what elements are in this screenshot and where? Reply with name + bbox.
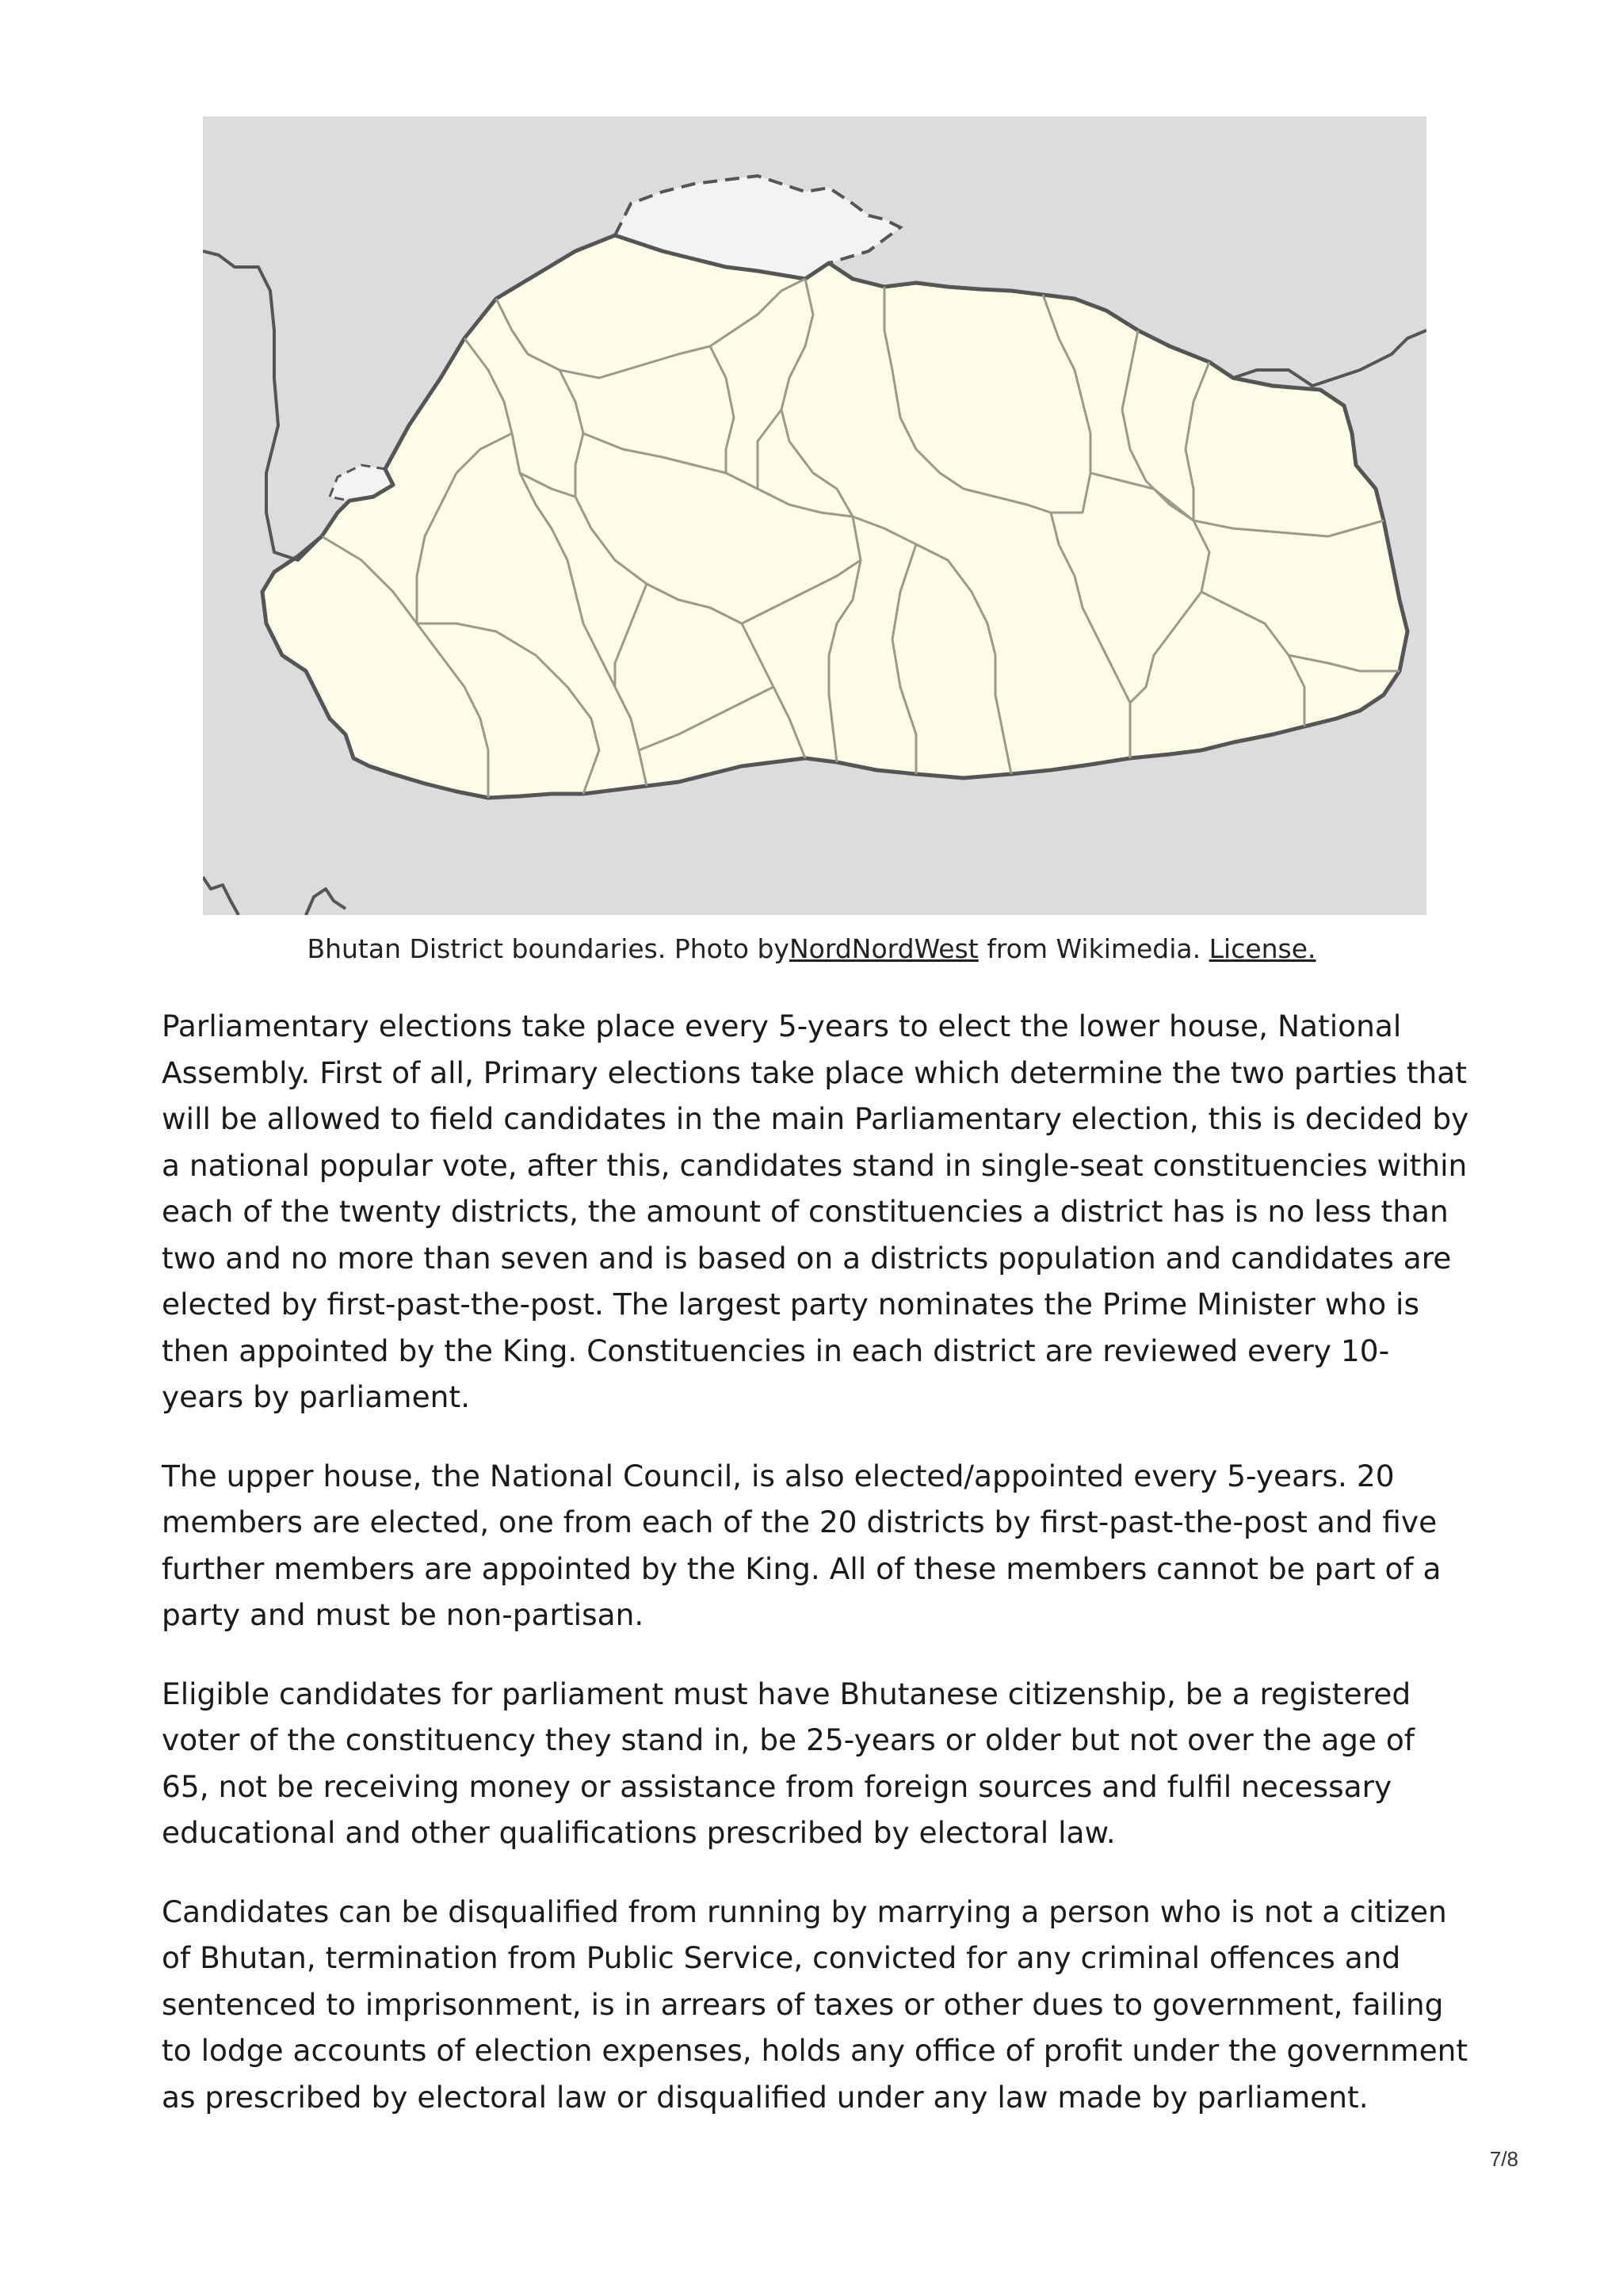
bhutan-district-map	[203, 116, 1426, 915]
page-number: 7/8	[1489, 2147, 1518, 2171]
caption-author-link[interactable]: NordNordWest	[789, 933, 979, 964]
paragraph-elections: Parliamentary elections take place every 5-years to elect the lower house, National Assembly. First of all, Primary elections take place which determine the two parties that will be allowed to field candidates in the main Parliamentary election, this is decided by a national popular vote, after this, candidates stand in single-seat constituencies within each of the twenty districts, the amount of constituencies a district has is no less than two and no more than seven and is based on a districts population and candidates are elected by first-past-the-post. The largest party nominates the Prime Minister who is then appointed by the King. Constituencies in each district are reviewed every 10-years by parliament.	[162, 1009, 1469, 1414]
caption-middle: from Wikimedia.	[978, 933, 1209, 964]
caption-prefix: Bhutan District boundaries. Photo by	[307, 933, 789, 964]
caption-license-link[interactable]: License.	[1209, 933, 1316, 964]
article-body	[162, 1003, 1469, 2153]
figure-caption	[0, 930, 1623, 968]
map-svg	[203, 116, 1426, 915]
paragraph-disqualification: Candidates can be disqualified from running by marrying a person who is not a citizen of Bhutan, termination from Public Service, convicted for any criminal offences and sentenced to imprisonment, is in arrears of taxes or other dues to government, failing to lodge accounts of election expenses, holds any office of profit under the government as prescribed by electoral law or disqualified under any law made by parliament.	[162, 1894, 1468, 2115]
paragraph-national-council: The upper house, the National Council, is also elected/appointed every 5-years. 20 members are elected, one from each of the 20 districts by first-past-the-post and five further members are appointed by the King. All of these members cannot be part of a party and must be non-partisan.	[162, 1458, 1442, 1632]
paragraph-eligibility: Eligible candidates for parliament must have Bhutanese citizenship, be a registered voter of the constituency they stand in, be 25-years or older but not over the age of 65, not be receiving money or assistance from foreign sources and fulfil necessary educational and other qualifications prescribed by electoral law.	[162, 1676, 1415, 1850]
